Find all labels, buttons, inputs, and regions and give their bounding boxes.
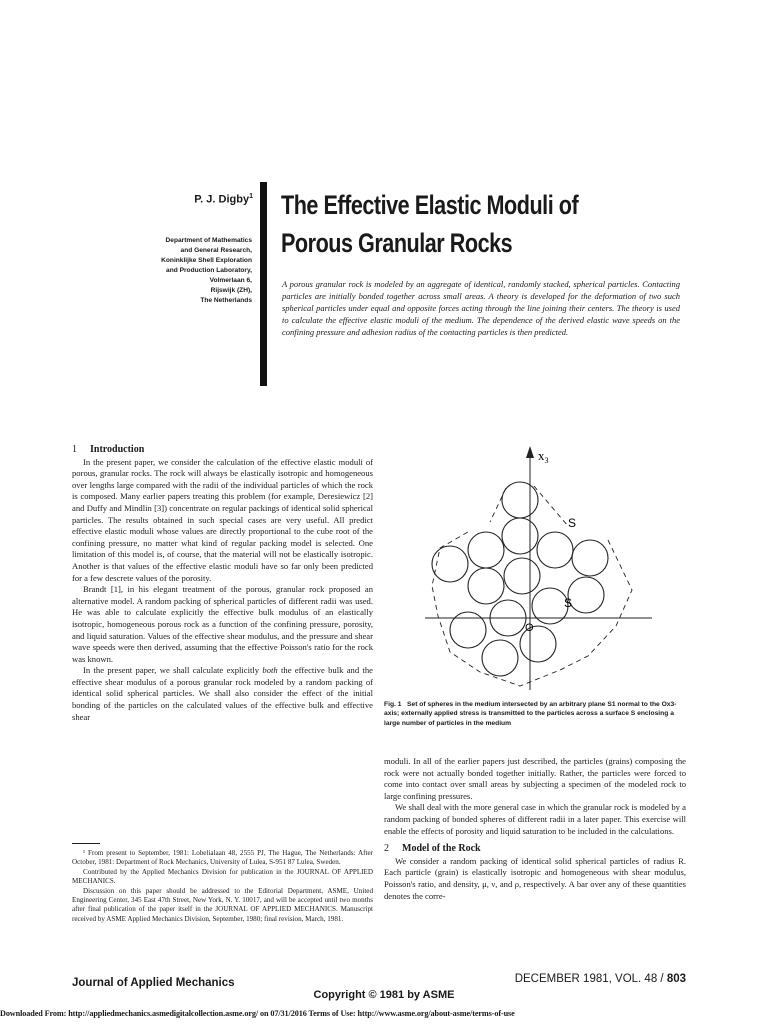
paragraph: In the present paper, we consider the calculation of the effective elastic moduli of porous, granular rocks. The rock will always be elastically isotropic and homogeneous over lengths large compared with the radii of the individual particles of which the rock is composed. Many earlier papers treating this problem (for example, Deresiewicz [2] and Duffy and Mindlin [3]) concentrate on regular packings of identical solid spherical particles. The results obtained in such special cases are very useful. All predict effective elastic moduli whose values are directly proportional to the cube root of the confining pressure, no matter what kind of regular packing model is selected. One limitation of this model is, of course, that the material will not be elastically isotropic. Another is that values of the effective elastic moduli have so far only been predicted for a few descrete values of the porosity. [72, 456, 373, 583]
sphere [532, 588, 568, 624]
sphere-group [432, 482, 608, 676]
paragraph: We consider a random packing of identical solid spherical particles of radius R. Each particle (grain) is elastically isotropic and homogeneous with shear modulus, Poisson's ratio, and density, μ, ν, and ρ, respectively. A bar over any of these quantities denotes the corre- [384, 855, 686, 901]
sphere [482, 640, 518, 676]
affiliation-line: and General Research, [180, 247, 252, 254]
footnote: Discussion on this paper should be addressed to the Editorial Department, ASME, United Engineering Center, 345 East 47th Street, New York, N. Y. 10017, and will be accepted until two months after final publication of the paper itself in the JOURNAL OF APPLIED MECHANICS. Manuscript received by ASME Applied Mechanics Division, September, 1980; final revision, March, 1981. [72, 886, 373, 923]
sphere [537, 532, 573, 568]
copyright: Copyright © 1981 by ASME [313, 989, 455, 1001]
paragraph: moduli. In all of the earlier papers just described, the particles (grains) composing the rock were not actually bonded together initially. Rather, the particles were forced to come into contact over small areas by subjecting a specimen of the modeled rock to large confining pressures. [384, 756, 686, 801]
surface-label: S [568, 516, 577, 530]
left-column [72, 444, 373, 723]
sphere [502, 518, 538, 554]
sphere [504, 558, 540, 594]
sphere [568, 577, 604, 613]
affiliation-line: Rijswijk (ZH), [210, 287, 252, 294]
sphere [432, 546, 468, 582]
paper-title [281, 186, 617, 262]
affiliation-line: The Netherlands [200, 297, 252, 304]
title-line: The Effective Elastic Moduli of [281, 190, 579, 220]
right-column [384, 756, 686, 902]
sphere [572, 540, 608, 576]
section-heading: 1 Introduction [72, 444, 145, 455]
affiliation-line: Volmerlaan 6, [209, 277, 252, 284]
journal-name: Journal of Applied Mechanics [72, 977, 235, 989]
sphere [468, 532, 504, 568]
paragraph: We shall deal with the more general case in which the granular rock is modeled by a random packing of bonded spheres of different radii in a later paper. This exercise will enable the effects of porosity and liquid saturation to be included in the calculations. [384, 802, 686, 836]
footnote: ¹ From present to September, 1981: Lobelialaan 48, 2555 PJ, The Hague, The Netherlands: After October, 1981: Department of Rock Mechanics, University of Lulea, S-951 87 Lulea, Sweden. [72, 849, 373, 867]
download-notice: Downloaded From: http://appliedmechanics.asmedigitalcollection.asme.org/ on 07/31/2016 Terms of Use: http://www.asme.org/about-asme/terms-of-use [0, 1009, 515, 1018]
sphere [502, 482, 538, 518]
title-line: Porous Granular Rocks [281, 228, 513, 258]
abstract: A porous granular rock is modeled by an aggregate of identical, randomly stacked, spherical particles. Contacting particles are initially bonded together across small areas. A theory is developed for the deformation of two such spherical particles under equal and opposite forces acting through the line joining their centers. The theory is used to calculate the effective elastic moduli of the medium. The dependence of the derived elastic wave speeds on the confining pressure and adhesion radius of the contacting particles is then predicted. [282, 279, 680, 337]
author-name: P. J. Digby$^1$ [194, 193, 253, 206]
affiliation-line: Department of Mathematics [165, 237, 252, 244]
axis-arrow-icon [526, 446, 534, 458]
footnote: Contributed by the Applied Mechanics Division for publication in the JOURNAL OF APPLIED MECHANICS. [72, 867, 373, 886]
author-affiliation [132, 236, 252, 306]
axis-label: $x_3$ [538, 448, 549, 465]
footnote-rule [72, 843, 100, 844]
section-heading: 2 Model of the Rock [384, 843, 481, 855]
title-rule [260, 182, 267, 386]
sphere-packing-diagram [410, 440, 660, 695]
page-number: 803 [666, 973, 686, 985]
affiliation-line: Koninklijke Shell Exploration [161, 257, 252, 264]
figure-1 [410, 440, 660, 700]
sphere [450, 612, 486, 648]
affiliation-line: and Production Laboratory, [166, 267, 252, 274]
paragraph: In the present paper, we shall calculate explicitly both the effective bulk and the effective shear modulus of a porous granular rock modeled by a random packing of identical solid spherical particles. We shall also consider the effect of the initial bonding of the particles on the calculated values of the effective bulk and effective shear [72, 665, 373, 722]
plane-label: S [564, 596, 573, 610]
footnotes [72, 849, 373, 924]
sphere [468, 568, 504, 604]
figure-caption: Fig. 1 Set of spheres in the medium intersected by an arbitrary plane S1 normal to the Ox3-axis; externally applied stress is transmitted to the particles across a surface S enclosing a large number of particles in the medium [384, 701, 677, 727]
issue-info: DECEMBER 1981, VOL. 48 / 803 [514, 973, 686, 985]
origin-label: O [525, 622, 534, 634]
paragraph: Brandt [1], in his elegant treatment of the porous, granular rock proposed an alternative model. A random packing of spherical particles of different radii was used. He was able to calculate explicitly the effective bulk modulus of an elastically isotropic, homogeneous porous rock as a function of the confining pressure, porosity, and liquid saturation. Values of the effective shear modulus, and the pressure and shear wave speeds were then derived, assuming that the effective Poisson's ratio for the rock was known. [72, 584, 373, 664]
